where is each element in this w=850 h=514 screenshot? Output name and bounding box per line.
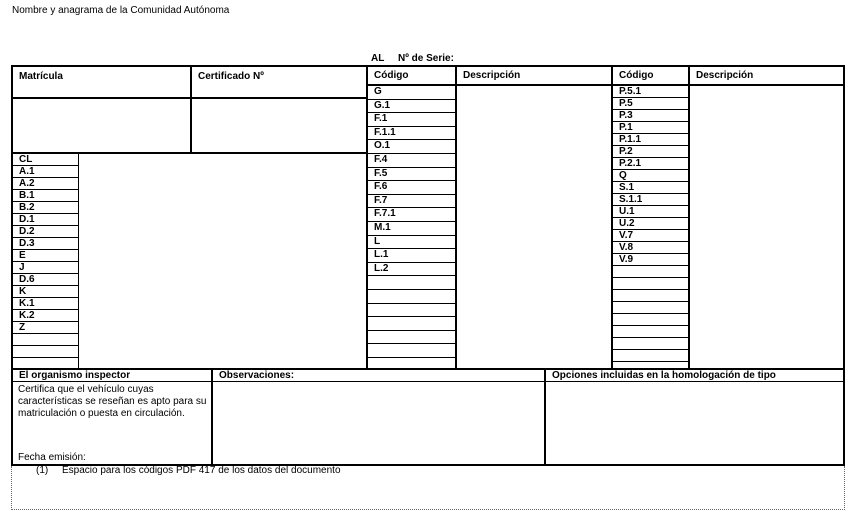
left-code-row bbox=[13, 298, 78, 310]
middle-code: F.6 bbox=[374, 181, 388, 193]
middle-code: F.1 bbox=[374, 113, 388, 125]
right-code-row bbox=[613, 146, 688, 158]
left-code-row bbox=[13, 286, 78, 298]
left-code-row bbox=[13, 274, 78, 286]
right-code: S.1 bbox=[619, 182, 635, 193]
right-code-row bbox=[613, 326, 688, 338]
right-code-row bbox=[613, 134, 688, 146]
middle-code: L bbox=[374, 235, 381, 247]
middle-code: G.1 bbox=[374, 99, 391, 111]
observaciones-label: Observaciones: bbox=[219, 370, 295, 381]
right-code-row bbox=[613, 314, 688, 326]
right-code-row bbox=[613, 182, 688, 194]
middle-code-row bbox=[368, 181, 455, 195]
left-code: A.1 bbox=[19, 166, 35, 177]
footnote-number: (1) bbox=[36, 465, 49, 476]
right-code: P.2.1 bbox=[619, 158, 642, 169]
right-code-row bbox=[613, 86, 688, 98]
left-code-row bbox=[13, 166, 78, 178]
right-code-row bbox=[613, 302, 688, 314]
left-code: K.1 bbox=[19, 298, 35, 309]
footnote-text: Espacio para los códigos PDF 417 de los datos del documento bbox=[62, 465, 341, 476]
right-code: V.9 bbox=[619, 254, 634, 265]
right-code-row bbox=[613, 254, 688, 266]
left-code-row bbox=[13, 310, 78, 322]
left-code: D.1 bbox=[19, 214, 35, 225]
middle-code: F.7.1 bbox=[374, 208, 396, 220]
certificado-label: Certificado Nº bbox=[198, 71, 264, 82]
middle-code-row bbox=[368, 140, 455, 154]
right-code-row bbox=[613, 290, 688, 302]
right-code: P.5.1 bbox=[619, 86, 642, 97]
middle-code: F.5 bbox=[374, 167, 388, 179]
middle-code-row bbox=[368, 127, 455, 141]
right-code-row bbox=[613, 158, 688, 170]
left-code-row bbox=[13, 262, 78, 274]
right-code: Q bbox=[619, 170, 627, 181]
left-code-row bbox=[13, 238, 78, 250]
middle-code-row bbox=[368, 195, 455, 209]
left-code: K.2 bbox=[19, 310, 35, 321]
left-code: E bbox=[19, 250, 26, 261]
opciones-field[interactable] bbox=[546, 382, 843, 464]
middle-code-row bbox=[368, 344, 455, 358]
left-code-row bbox=[13, 226, 78, 238]
middle-code-row bbox=[368, 208, 455, 222]
right-code-row bbox=[613, 206, 688, 218]
matricula-field[interactable] bbox=[13, 99, 190, 152]
right-code-row bbox=[613, 278, 688, 290]
right-code: V.7 bbox=[619, 230, 634, 241]
right-code-row bbox=[613, 218, 688, 230]
left-code-row bbox=[13, 322, 78, 334]
left-code-row bbox=[13, 190, 78, 202]
middle-code-row bbox=[368, 290, 455, 304]
middle-code-row bbox=[368, 168, 455, 182]
right-code-row bbox=[613, 98, 688, 110]
middle-code-row bbox=[368, 154, 455, 168]
middle-code-row bbox=[368, 249, 455, 263]
serie-label: Nº de Serie: bbox=[398, 53, 454, 64]
middle-descripcion-area[interactable] bbox=[457, 86, 611, 368]
right-code-row bbox=[613, 266, 688, 278]
right-code: U.1 bbox=[619, 206, 635, 217]
right-code-row bbox=[613, 194, 688, 206]
middle-code-row bbox=[368, 86, 455, 100]
left-code: B.2 bbox=[19, 202, 35, 213]
left-code: D.3 bbox=[19, 238, 35, 249]
observaciones-field[interactable] bbox=[213, 382, 544, 464]
right-code-row bbox=[613, 230, 688, 242]
left-code-row bbox=[13, 202, 78, 214]
right-code: P.3 bbox=[619, 110, 633, 121]
middle-code-row bbox=[368, 113, 455, 127]
middle-code: L.1 bbox=[374, 249, 389, 261]
opciones-label: Opciones incluidas en la homologación de tipo bbox=[552, 370, 776, 381]
middle-code: O.1 bbox=[374, 140, 391, 152]
fecha-emision-label: Fecha emisión: bbox=[18, 452, 86, 463]
al-label: AL bbox=[371, 53, 385, 64]
left-code: K bbox=[19, 286, 27, 297]
middle-code-row bbox=[368, 304, 455, 318]
right-code: P.5 bbox=[619, 98, 633, 109]
right-code: P.1.1 bbox=[619, 134, 642, 145]
right-descripcion-header: Descripción bbox=[696, 70, 754, 81]
left-code-row bbox=[13, 334, 78, 346]
right-code-row bbox=[613, 110, 688, 122]
left-code: J bbox=[19, 262, 25, 273]
left-code: D.2 bbox=[19, 226, 35, 237]
middle-codigo-header: Código bbox=[374, 70, 409, 81]
left-code: Z bbox=[19, 322, 26, 333]
middle-code: F.1.1 bbox=[374, 126, 396, 138]
middle-code: F.4 bbox=[374, 154, 388, 165]
right-code-row bbox=[613, 242, 688, 254]
left-code-row bbox=[13, 250, 78, 262]
left-code: D.6 bbox=[19, 274, 35, 285]
middle-descripcion-header: Descripción bbox=[463, 70, 521, 81]
right-code-row bbox=[613, 170, 688, 182]
left-code-row bbox=[13, 214, 78, 226]
left-code: A.2 bbox=[19, 178, 35, 189]
right-code: S.1.1 bbox=[619, 194, 643, 205]
middle-code-row bbox=[368, 331, 455, 345]
inspector-label: El organismo inspector bbox=[19, 370, 131, 381]
left-code: B.1 bbox=[19, 190, 35, 201]
middle-code: L.2 bbox=[374, 262, 389, 274]
right-code: P.2 bbox=[619, 146, 633, 157]
left-code-row bbox=[13, 154, 78, 166]
middle-code-row bbox=[368, 317, 455, 331]
right-code: P.1 bbox=[619, 122, 633, 133]
middle-code-row bbox=[368, 100, 455, 114]
right-codigo-header: Código bbox=[619, 70, 654, 81]
middle-code: F.7 bbox=[374, 194, 388, 206]
middle-code: G bbox=[374, 86, 382, 97]
middle-code-row bbox=[368, 222, 455, 236]
middle-code-row bbox=[368, 236, 455, 250]
left-code-row bbox=[13, 178, 78, 190]
authority-name: Nombre y anagrama de la Comunidad Autónoma bbox=[12, 5, 230, 16]
matricula-label: Matrícula bbox=[19, 71, 63, 82]
right-descripcion-area[interactable] bbox=[690, 86, 843, 368]
right-code-row bbox=[613, 338, 688, 350]
left-code: CL bbox=[19, 154, 33, 165]
right-code-row bbox=[613, 122, 688, 134]
middle-code-row bbox=[368, 276, 455, 290]
right-code-row bbox=[613, 350, 688, 362]
certificado-field[interactable] bbox=[192, 99, 366, 152]
left-code-row bbox=[13, 346, 78, 358]
right-code: U.2 bbox=[619, 218, 635, 229]
right-code: V.8 bbox=[619, 242, 634, 253]
inspector-certification-text: Certifica que el vehículo cuyas características se reseñan es apto para su matriculación o puesta en circulación. bbox=[18, 384, 207, 419]
middle-code-row bbox=[368, 263, 455, 277]
middle-code: M.1 bbox=[374, 222, 391, 233]
